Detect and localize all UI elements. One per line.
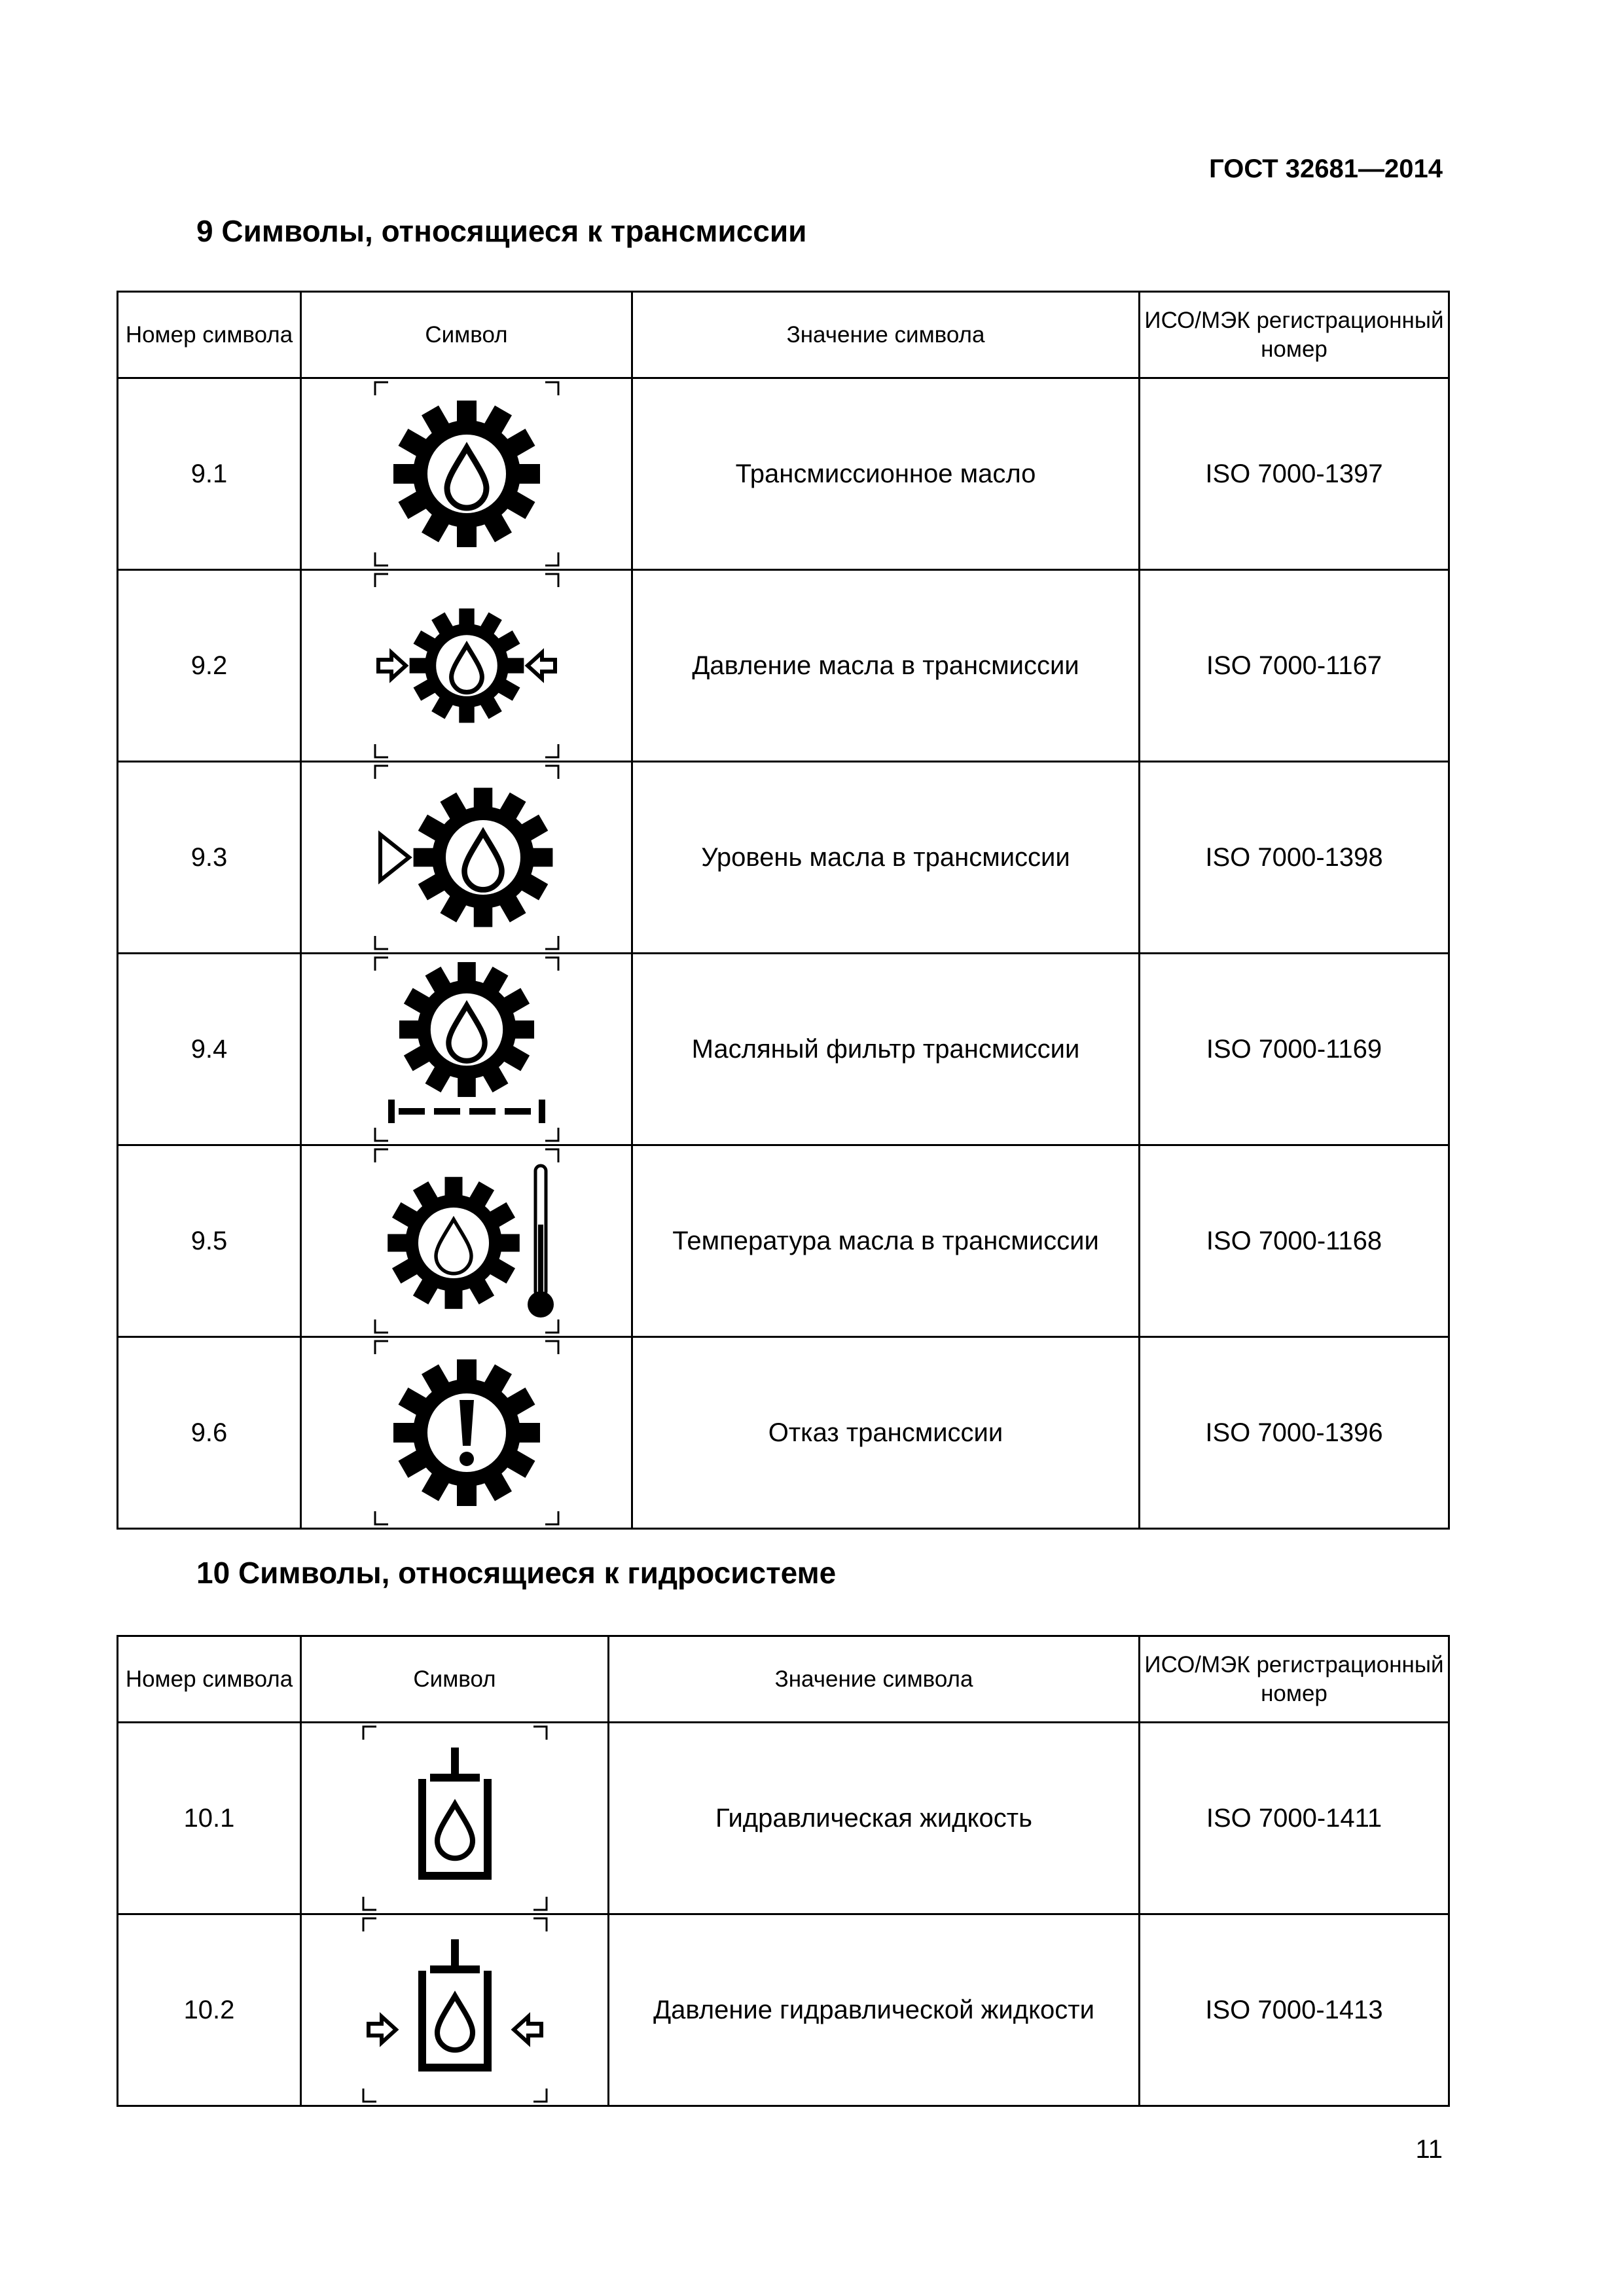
transmission-symbols-table: [117, 291, 1450, 1530]
symbol-meaning: Уровень масла в трансмиссии: [632, 762, 1140, 954]
table-row: [118, 378, 1449, 570]
page-number: 11: [1415, 2135, 1443, 2164]
iso-number: ISO 7000-1397: [1140, 378, 1449, 570]
hydraulic-fluid-icon: [357, 1723, 553, 1913]
table-row: [118, 1145, 1449, 1337]
iso-number: ISO 7000-1396: [1140, 1337, 1449, 1529]
symbol-number: 9.5: [118, 1145, 301, 1337]
column-header-iso: ИСО/МЭК регистрационный номер: [1140, 1636, 1449, 1723]
symbol-meaning: Давление масла в трансмиссии: [632, 570, 1140, 762]
document-code: ГОСТ 32681—2014: [1209, 154, 1443, 183]
column-header-symbol: Символ: [301, 1636, 609, 1723]
symbol-cell: [301, 378, 632, 570]
iso-number: ISO 7000-1398: [1140, 762, 1449, 954]
column-header-iso: ИСО/МЭК регистрационный номер: [1140, 292, 1449, 378]
iso-number: ISO 7000-1167: [1140, 570, 1449, 762]
symbol-meaning: Отказ трансмиссии: [632, 1337, 1140, 1529]
gear-oil-drop-icon: [369, 379, 565, 569]
gear-failure-icon: [369, 1338, 565, 1528]
gear-oil-temperature-icon: [369, 1146, 565, 1336]
symbol-cell: [301, 762, 632, 954]
hydraulic-symbols-table: [117, 1635, 1450, 2107]
symbol-number: 9.4: [118, 954, 301, 1145]
symbol-cell: [301, 1723, 609, 1914]
symbol-meaning: Гидравлическая жидкость: [609, 1723, 1140, 1914]
section-9-title: 9 Символы, относящиеся к трансмиссии: [196, 214, 807, 248]
symbol-meaning: Масляный фильтр трансмиссии: [632, 954, 1140, 1145]
table-header-row: [118, 292, 1449, 378]
symbol-number: 9.6: [118, 1337, 301, 1529]
symbol-meaning: Давление гидравлической жидкости: [609, 1914, 1140, 2106]
column-header-meaning: Значение символа: [632, 292, 1140, 378]
symbol-number: 10.2: [118, 1914, 301, 2106]
table-row: [118, 762, 1449, 954]
column-header-symbol: Символ: [301, 292, 632, 378]
table-row: [118, 570, 1449, 762]
gear-oil-level-icon: [369, 762, 565, 952]
symbol-meaning: Температура масла в трансмиссии: [632, 1145, 1140, 1337]
symbol-number: 9.3: [118, 762, 301, 954]
column-header-number: Номер символа: [118, 1636, 301, 1723]
iso-number: ISO 7000-1169: [1140, 954, 1449, 1145]
table-header-row: [118, 1636, 1449, 1723]
table-row: [118, 1914, 1449, 2106]
symbol-number: 9.1: [118, 378, 301, 570]
symbol-cell: [301, 954, 632, 1145]
iso-number: ISO 7000-1411: [1140, 1723, 1449, 1914]
table-row: [118, 1337, 1449, 1529]
symbol-meaning: Трансмиссионное масло: [632, 378, 1140, 570]
symbol-number: 10.1: [118, 1723, 301, 1914]
gear-oil-filter-icon: [369, 954, 565, 1144]
iso-number: ISO 7000-1413: [1140, 1914, 1449, 2106]
iso-number: ISO 7000-1168: [1140, 1145, 1449, 1337]
table-row: [118, 954, 1449, 1145]
column-header-meaning: Значение символа: [609, 1636, 1140, 1723]
column-header-number: Номер символа: [118, 292, 301, 378]
symbol-cell: [301, 570, 632, 762]
symbol-number: 9.2: [118, 570, 301, 762]
gear-oil-pressure-icon: [369, 571, 565, 761]
section-10-title: 10 Символы, относящиеся к гидросистеме: [196, 1556, 837, 1590]
symbol-cell: [301, 1145, 632, 1337]
table-row: [118, 1723, 1449, 1914]
symbol-cell: [301, 1337, 632, 1529]
hydraulic-fluid-pressure-icon: [357, 1915, 553, 2105]
symbol-cell: [301, 1914, 609, 2106]
